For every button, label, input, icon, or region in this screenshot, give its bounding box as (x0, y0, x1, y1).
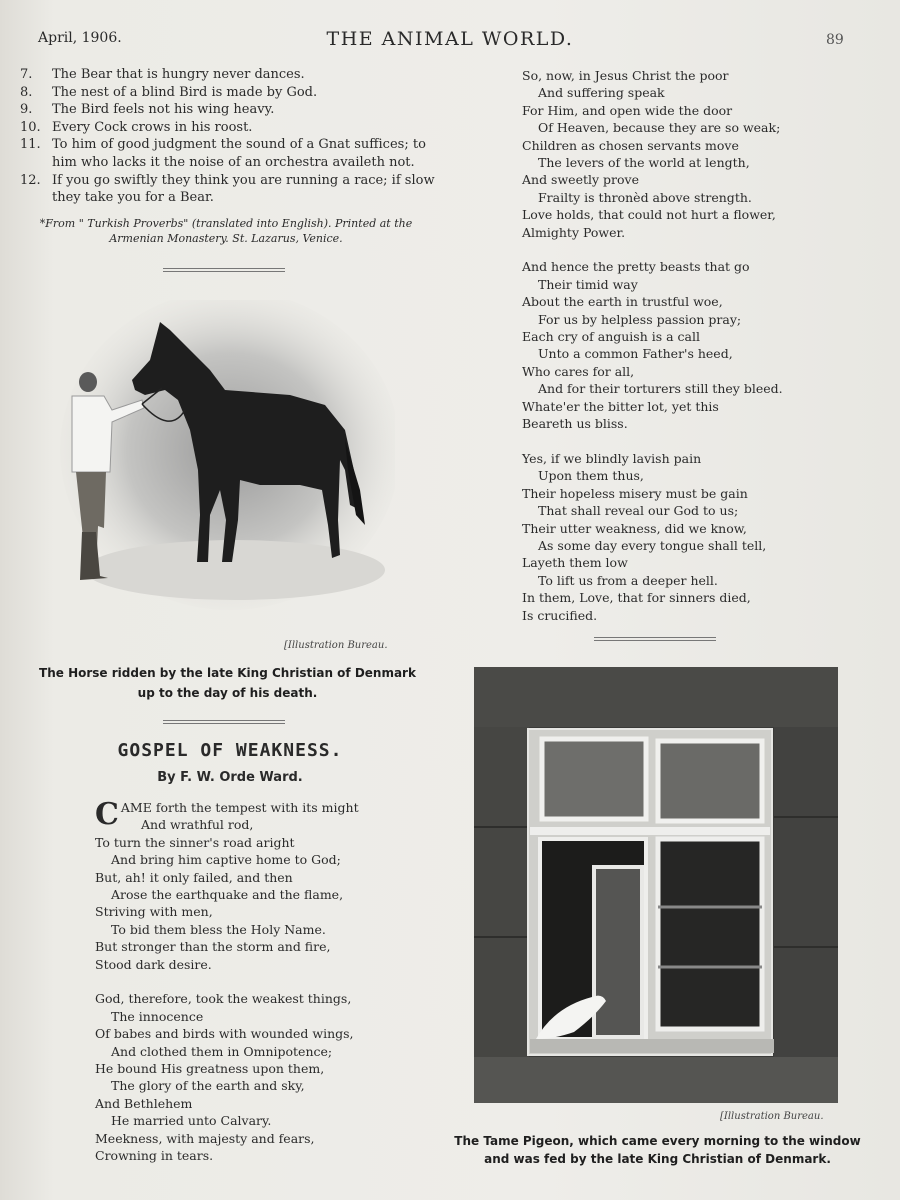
divider-rule (163, 268, 285, 272)
poem-line: Frailty is thronèd above strength. (538, 189, 752, 205)
poem-line: God, therefore, took the weakest things, (95, 991, 352, 1007)
poem-line: Almighty Power. (522, 224, 626, 240)
poem-line: As some day every tongue shall tell, (538, 537, 767, 553)
poem-line: And hence the pretty beasts that go (522, 259, 750, 275)
poem-line: Upon them thus, (538, 468, 644, 484)
poem-line: Of Heaven, because they are so weak; (538, 120, 781, 136)
proverb-item: 9. The Bird feels not his wing heavy. (20, 102, 275, 118)
poem-line: And Bethlehem (95, 1095, 193, 1111)
poem-line: Each cry of anguish is a call (522, 329, 700, 345)
window-illustration (474, 667, 838, 1103)
poem-line: Is crucified. (522, 607, 598, 623)
poem-line: So, now, in Jesus Christ the poor (522, 68, 729, 83)
pigeon-photo-credit: [Illustration Bureau. (720, 1111, 824, 1122)
poem-line: Love holds, that could not hurt a flower, (522, 207, 776, 223)
poem-line: And suffering speak (538, 85, 665, 101)
pigeon-caption: The Tame Pigeon, which came every morning to the window and was fed by the late King Christian of Denmark. (454, 1134, 861, 1166)
stanza-break (95, 973, 455, 990)
pigeon-photo (474, 667, 838, 1103)
horse-caption: The Horse ridden by the late King Christian of Denmark up to the day of his death. (39, 666, 416, 700)
poem-line: In them, Love, that for sinners died, (522, 590, 751, 606)
poem-line: Their hopeless misery must be gain (522, 485, 748, 501)
poem-line: CAME forth the tempest with its might (95, 797, 359, 832)
issue-date: April, 1906. (38, 30, 122, 46)
proverbs-list (20, 66, 440, 207)
page-number: 89 (826, 32, 844, 48)
divider-rule (163, 720, 285, 724)
poem-line: Stood dark desire. (95, 956, 212, 972)
poem-line: That shall reveal our God to us; (538, 503, 739, 519)
poem-line: The innocence (111, 1008, 204, 1024)
poem-left-column (95, 799, 455, 1165)
poem-line: Their utter weakness, did we know, (522, 520, 747, 536)
horse-photo-credit: [Illustration Bureau. (284, 640, 388, 651)
proverb-item: 10. Every Cock crows in his roost. (20, 119, 253, 135)
drop-cap: C (95, 797, 119, 832)
poem-title: GOSPEL OF WEAKNESS. (117, 740, 343, 761)
divider-rule (594, 637, 716, 641)
poem-line: The glory of the earth and sky, (111, 1078, 305, 1094)
proverb-item: 11. To him of good judgment the sound of a Gnat suffices; to him who lacks it the noise of an orchestra availeth not. (20, 137, 426, 170)
poem-right-column (522, 67, 882, 624)
poem-line: Who cares for all, (522, 363, 635, 379)
poem-line: Crowning in tears. (95, 1148, 214, 1164)
poem-line: But, ah! it only failed, and then (95, 869, 293, 885)
proverb-item: 12. If you go swiftly they think you are running a race; if slow they take you for a Bear. (20, 172, 435, 206)
poem-line: The levers of the world at length, (538, 155, 750, 171)
poem-line: About the earth in trustful woe, (522, 294, 723, 310)
poem-line: He married unto Calvary. (111, 1113, 272, 1129)
poem-line: To turn the sinner's road aright (95, 834, 295, 850)
horse-photo (60, 300, 395, 620)
poem-line: And clothed them in Omnipotence; (111, 1043, 333, 1059)
poem-line: Of babes and birds with wounded wings, (95, 1026, 354, 1042)
poem-line: Children as chosen servants move (522, 137, 739, 153)
poem-line: And sweetly prove (522, 172, 639, 188)
proverb-item: 7. The Bear that is hungry never dances. (20, 67, 305, 82)
poem-line: Unto a common Father's heed, (538, 346, 733, 362)
poem-line: Beareth us bliss. (522, 416, 628, 432)
poem-line: And wrathful rod, (141, 817, 254, 833)
horse-illustration (60, 300, 395, 620)
proverb-item: 8. The nest of a blind Bird is made by God. (20, 84, 318, 100)
poem-line: To lift us from a deeper hell. (538, 572, 718, 588)
poem-line: Whate'er the bitter lot, yet this (522, 398, 719, 414)
poem-line: Arose the earthquake and the flame, (111, 887, 344, 903)
poem-author: By F. W. Orde Ward. (157, 770, 303, 785)
poem-line: Yes, if we blindly lavish pain (522, 450, 702, 466)
proverbs-source-note: *From " Turkish Proverbs" (translated into English). Printed at the Armenian Monastery. St. Lazarus, Venice. (39, 217, 413, 245)
poem-line: But stronger than the storm and fire, (95, 939, 331, 955)
poem-line: And for their torturers still they bleed. (538, 381, 783, 397)
poem-line: Their timid way (538, 276, 638, 292)
poem-line: And bring him captive home to God; (111, 852, 341, 868)
poem-line: Layeth them low (522, 555, 628, 571)
magazine-title: THE ANIMAL WORLD. (326, 28, 574, 50)
poem-line: Meekness, with majesty and fears, (95, 1130, 315, 1146)
poem-line: Striving with men, (95, 904, 213, 920)
stanza-break (522, 433, 882, 450)
poem-line: For Him, and open wide the door (522, 102, 733, 118)
stanza-break (522, 241, 882, 258)
poem-line: He bound His greatness upon them, (95, 1061, 325, 1077)
poem-line: For us by helpless passion pray; (538, 311, 742, 327)
poem-line: To bid them bless the Holy Name. (111, 921, 326, 937)
